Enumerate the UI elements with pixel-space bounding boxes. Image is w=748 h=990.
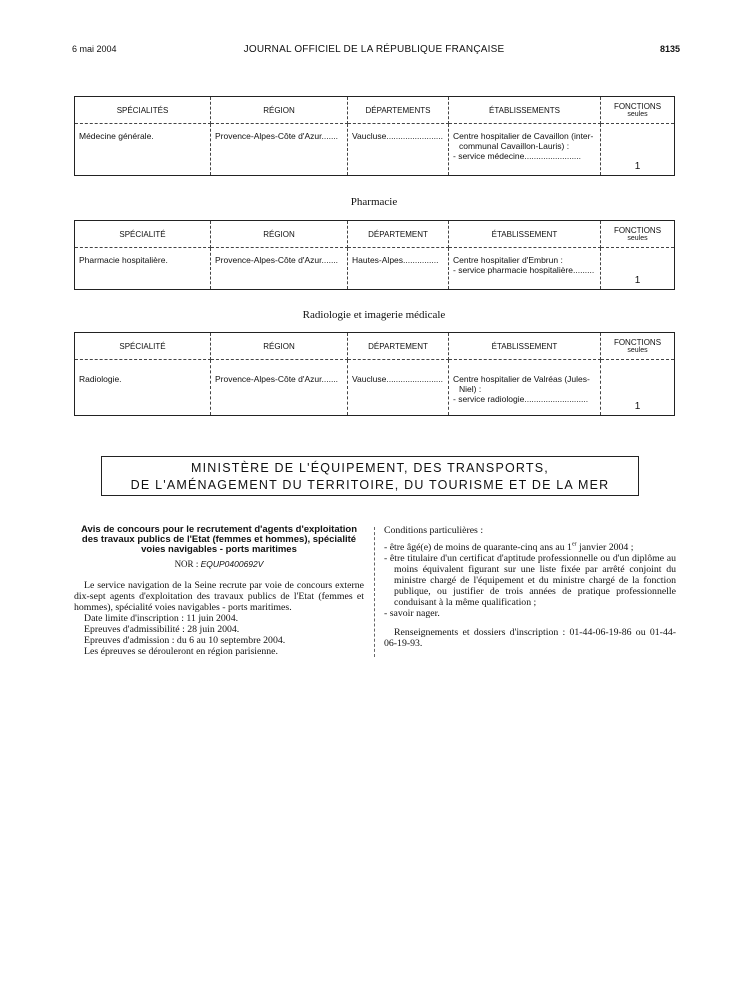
cell-etablissement: Centre hospitalier d'Embrun : - service pharmacie hospitalière......... <box>449 248 601 290</box>
col-header-specialite: SPÉCIALITÉ <box>75 221 211 248</box>
avis-line-date-limite: Date limite d'inscription : 11 juin 2004. <box>84 613 239 624</box>
col-header-region: RÉGION <box>211 97 348 124</box>
avis-line-admissibilite: Epreuves d'admissibilité : 28 juin 2004. <box>84 624 240 635</box>
cell-fonctions: 1 <box>601 360 675 416</box>
cell-departement: Hautes-Alpes............... <box>348 248 449 290</box>
table-row <box>75 360 675 416</box>
table-medecine <box>74 96 675 176</box>
cell-departement: Vaucluse........................ <box>348 360 449 416</box>
condition-diplome: - être titulaire d'un certificat d'aptitude professionnelle ou d'un diplôme au moins équivalent figurant sur une liste fixée par arrêté conjoint du ministre chargé de l'équipement et du ministre chargé de la fonction publique, ou justifier de trois années de pratique professionnelle conduisant à la même qualification ; <box>384 553 676 608</box>
col-header-departement: DÉPARTEMENT <box>348 221 449 248</box>
col-header-seules: seules <box>627 347 648 354</box>
condition-age: - être âgé(e) de moins de quarante-cinq ans au 1er janvier 2004 ; <box>384 541 634 553</box>
col-header-etablissement: ÉTABLISSEMENT <box>449 221 601 248</box>
col-header-etablissement: ÉTABLISSEMENT <box>449 333 601 360</box>
avis-line-admission: Epreuves d'admission : du 6 au 10 septembre 2004. <box>84 635 286 646</box>
page-header-number: 8135 <box>659 44 680 54</box>
section-title-pharmacie: Pharmacie <box>350 196 398 208</box>
col-header-fonctions: FONCTIONS seules <box>601 333 675 360</box>
cell-etablissement: Centre hospitalier de Cavaillon (inter- communal Cavaillon-Lauris) : - service médecine........................ <box>449 124 601 176</box>
col-header-departement: DÉPARTEMENT <box>348 333 449 360</box>
page-header-journal: JOURNAL OFFICIEL DE LA RÉPUBLIQUE FRANÇAISE <box>243 44 505 55</box>
table-pharmacie <box>74 220 675 290</box>
cell-fonctions: 1 <box>601 124 675 176</box>
col-header-seules: seules <box>627 111 648 118</box>
cell-fonctions: 1 <box>601 248 675 290</box>
col-header-departement: DÉPARTEMENTS <box>348 97 449 124</box>
nor-label: NOR : <box>174 559 199 569</box>
condition-natation: - savoir nager. <box>384 608 440 619</box>
conditions-column <box>384 525 676 649</box>
table-row <box>75 248 675 290</box>
cell-specialite: Médecine générale. <box>75 124 211 176</box>
cell-specialite: Radiologie. <box>75 360 211 416</box>
col-header-specialite: SPÉCIALITÉ <box>75 333 211 360</box>
ministry-heading-line1: MINISTÈRE DE L'ÉQUIPEMENT, DES TRANSPORTS, <box>191 461 549 475</box>
col-header-region: RÉGION <box>211 333 348 360</box>
nor-reference <box>74 559 364 570</box>
table-radiologie <box>74 332 675 416</box>
cell-specialite: Pharmacie hospitalière. <box>75 248 211 290</box>
col-header-specialite: SPÉCIALITÉS <box>75 97 211 124</box>
avis-title: Avis de concours pour le recrutement d'agents d'exploitation des travaux publics de l'Etat (femmes et hommes), spécialité voies navigables - ports maritimes <box>80 524 358 555</box>
col-header-fonctions: FONCTIONS seules <box>601 221 675 248</box>
table-header-row <box>75 333 675 360</box>
cell-etablissement: Centre hospitalier de Valréas (Jules- Niel) : - service radiologie........................... <box>449 360 601 416</box>
page-header-date: 6 mai 2004 <box>72 44 117 54</box>
ministry-heading-box <box>101 456 639 496</box>
cell-region: Provence-Alpes-Côte d'Azur....... <box>211 124 348 176</box>
table-header-row <box>75 221 675 248</box>
table-header-row <box>75 97 675 124</box>
section-title-radiologie: Radiologie et imagerie médicale <box>302 309 446 321</box>
col-header-seules: seules <box>627 235 648 242</box>
ministry-heading-line2: DE L'AMÉNAGEMENT DU TERRITOIRE, DU TOURISME ET DE LA MER <box>130 478 610 492</box>
avis-line-lieu: Les épreuves se dérouleront en région parisienne. <box>84 646 278 657</box>
cell-region: Provence-Alpes-Côte d'Azur....... <box>211 248 348 290</box>
avis-intro: Le service navigation de la Seine recrute par voie de concours externe dix-sept agents d'exploitation des travaux publics de l'Etat (femmes et hommes), spécialité voies navigables - ports maritimes. <box>74 580 364 613</box>
col-header-etablissement: ÉTABLISSEMENTS <box>449 97 601 124</box>
avis-column <box>74 525 364 657</box>
conditions-heading: Conditions particulières : <box>384 525 484 536</box>
cell-region: Provence-Alpes-Côte d'Azur....... <box>211 360 348 416</box>
col-header-region: RÉGION <box>211 221 348 248</box>
table-row <box>75 124 675 176</box>
nor-code: EQUP0400692V <box>200 559 264 569</box>
column-divider <box>374 527 375 657</box>
cell-departement: Vaucluse........................ <box>348 124 449 176</box>
col-header-fonctions: FONCTIONS seules <box>601 97 675 124</box>
conditions-contact: Renseignements et dossiers d'inscription : 01-44-06-19-86 ou 01-44-06-19-93. <box>384 627 676 649</box>
